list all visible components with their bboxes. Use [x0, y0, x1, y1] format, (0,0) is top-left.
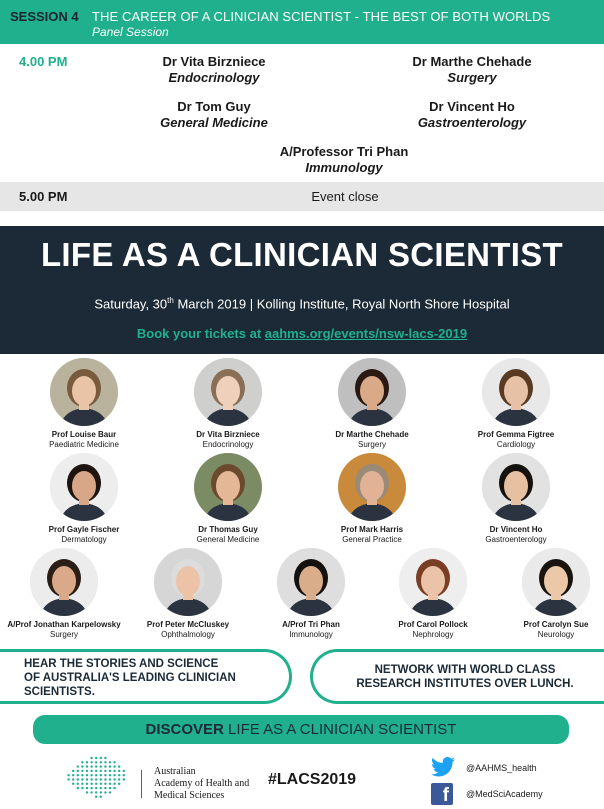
- avatar: [277, 548, 345, 616]
- speaker-card-name: Prof Mark Harris: [340, 525, 404, 534]
- discover-banner: [33, 715, 569, 744]
- panel-speaker: [352, 54, 592, 86]
- speaker-name: Dr Vita Birzniece: [162, 54, 266, 69]
- portrait-icon: [522, 548, 590, 616]
- avatar: [50, 453, 118, 521]
- speaker-card-specialty: Immunology: [289, 630, 333, 639]
- session-header: [0, 0, 604, 44]
- callout-line: OF AUSTRALIA'S LEADING CLINICIAN: [24, 672, 236, 684]
- avatar: [338, 358, 406, 426]
- speaker-name: Dr Marthe Chehade: [412, 54, 532, 69]
- speaker-card-specialty: Gastroenterology: [485, 535, 547, 544]
- speaker-card-specialty: Endocrinology: [202, 440, 254, 449]
- speaker-name: A/Professor Tri Phan: [279, 144, 409, 159]
- speaker-card-name: Prof Gayle Fischer: [48, 525, 120, 534]
- session-number: SESSION 4: [10, 9, 79, 24]
- close-time: 5.00 PM: [19, 189, 68, 204]
- portrait-icon: [338, 358, 406, 426]
- speaker-card-specialty: General Practice: [342, 535, 402, 544]
- discover-rest: LIFE AS A CLINICIAN SCIENTIST: [223, 721, 457, 738]
- speaker-card: [446, 358, 586, 450]
- speaker-card-name: Prof Peter McCluskey: [146, 620, 230, 629]
- avatar: [522, 548, 590, 616]
- avatar: [338, 453, 406, 521]
- portrait-icon: [50, 358, 118, 426]
- speaker-card-specialty: Dermatology: [61, 535, 107, 544]
- portrait-icon: [482, 453, 550, 521]
- portrait-icon: [482, 358, 550, 426]
- speaker-card-name: Prof Louise Baur: [51, 430, 117, 439]
- portrait-icon: [194, 453, 262, 521]
- org-line: Medical Sciences: [154, 790, 225, 801]
- twitter-icon[interactable]: [431, 757, 455, 777]
- portrait-icon: [399, 548, 467, 616]
- event-date-suffix: th: [167, 296, 174, 305]
- callout-stories: [0, 649, 292, 704]
- speaker-card-name: Dr Vita Birzniece: [196, 430, 260, 439]
- speaker-card-name: Prof Carol Pollock: [398, 620, 468, 629]
- avatar: [50, 358, 118, 426]
- speaker-name: Dr Vincent Ho: [429, 99, 515, 114]
- speaker-card: [363, 548, 503, 640]
- speaker-card-specialty: Paediatric Medicine: [49, 440, 119, 449]
- speaker-card-specialty: Surgery: [49, 630, 78, 639]
- event-title: LIFE AS A CLINICIAN SCIENTIST: [40, 236, 564, 273]
- panel-speaker: [94, 99, 334, 131]
- callout-line: HEAR THE STORIES AND SCIENCE: [24, 658, 219, 670]
- facebook-handle[interactable]: @MedSciAcademy: [466, 789, 543, 799]
- event-date-rest: March 2019 | Kolling Institute, Royal North Shore Hospital: [173, 296, 510, 312]
- facebook-icon[interactable]: [431, 783, 453, 805]
- booking-text: Book your tickets at: [136, 326, 265, 341]
- speaker-card-specialty: Cardiology: [496, 440, 536, 449]
- org-line: Australian: [154, 766, 196, 777]
- close-label: Event close: [311, 189, 379, 204]
- avatar: [194, 358, 262, 426]
- speaker-card-specialty: General Medicine: [196, 535, 260, 544]
- speaker-card: [158, 358, 298, 450]
- speaker-card: [14, 358, 154, 450]
- callout-line: SCIENTISTS.: [24, 686, 95, 698]
- discover-bold: DISCOVER: [145, 721, 224, 738]
- event-date-day: Saturday, 30: [94, 296, 168, 312]
- portrait-icon: [194, 358, 262, 426]
- speaker-card-specialty: Ophthalmology: [161, 630, 215, 639]
- twitter-handle[interactable]: @AAHMS_health: [466, 763, 537, 773]
- speaker-card-specialty: Surgery: [357, 440, 386, 449]
- speaker-card: [302, 358, 442, 450]
- speaker-specialty: Surgery: [447, 70, 497, 85]
- speaker-card-name: A/Prof Jonathan Karpelowsky: [7, 620, 121, 629]
- portrait-icon: [50, 453, 118, 521]
- speaker-card-name: Dr Marthe Chehade: [335, 430, 409, 439]
- logo-divider: [141, 770, 142, 798]
- avatar: [30, 548, 98, 616]
- org-name: [154, 766, 249, 802]
- portrait-icon: [154, 548, 222, 616]
- speaker-name: Dr Tom Guy: [177, 99, 251, 114]
- panel-speaker: [94, 54, 334, 86]
- event-banner: [0, 226, 604, 354]
- speaker-specialty: Gastroenterology: [417, 115, 527, 130]
- speaker-specialty: Endocrinology: [168, 70, 260, 85]
- avatar: [194, 453, 262, 521]
- speaker-card-name: Prof Carolyn Sue: [523, 620, 589, 629]
- facebook-glyph: f: [442, 785, 449, 806]
- speaker-card: [446, 453, 586, 545]
- speaker-card-name: Prof Gemma Figtree: [477, 430, 555, 439]
- speaker-card: [0, 548, 134, 640]
- event-close-row: [0, 182, 604, 211]
- session-title: THE CAREER OF A CLINICIAN SCIENTIST - THE BEST OF BOTH WORLDS: [92, 9, 551, 24]
- speaker-card: [302, 453, 442, 545]
- hashtag: #LACS2019: [268, 771, 357, 788]
- avatar: [154, 548, 222, 616]
- booking-line: [0, 326, 604, 341]
- event-date-venue: [0, 296, 604, 311]
- panel-speaker: [224, 144, 464, 176]
- session-subtitle: Panel Session: [92, 25, 169, 39]
- speaker-card: [158, 453, 298, 545]
- speaker-specialty: Immunology: [305, 160, 383, 175]
- speaker-card: [486, 548, 604, 640]
- speaker-card-name: Dr Thomas Guy: [198, 525, 258, 534]
- callout-line: RESEARCH INSTITUTES OVER LUNCH.: [356, 678, 574, 690]
- panel-speaker: [352, 99, 592, 131]
- speaker-card-name: A/Prof Tri Phan: [282, 620, 340, 629]
- speaker-card: [14, 453, 154, 545]
- speaker-specialty: General Medicine: [160, 115, 268, 130]
- callout-network: [310, 649, 604, 704]
- speaker-card-specialty: Nephrology: [412, 630, 454, 639]
- portrait-icon: [338, 453, 406, 521]
- portrait-icon: [277, 548, 345, 616]
- avatar: [399, 548, 467, 616]
- speaker-card-specialty: Neurology: [537, 630, 575, 639]
- aahms-logo-icon: [60, 754, 132, 802]
- speaker-card: [241, 548, 381, 640]
- speaker-card-name: Dr Vincent Ho: [489, 525, 543, 534]
- portrait-icon: [30, 548, 98, 616]
- booking-link[interactable]: aahms.org/events/nsw-lacs-2019: [264, 326, 468, 341]
- org-line: Academy of Health and: [154, 778, 250, 789]
- avatar: [482, 453, 550, 521]
- panel-time: 4.00 PM: [19, 54, 68, 69]
- avatar: [482, 358, 550, 426]
- callout-line: NETWORK WITH WORLD CLASS: [374, 664, 556, 676]
- speaker-card: [118, 548, 258, 640]
